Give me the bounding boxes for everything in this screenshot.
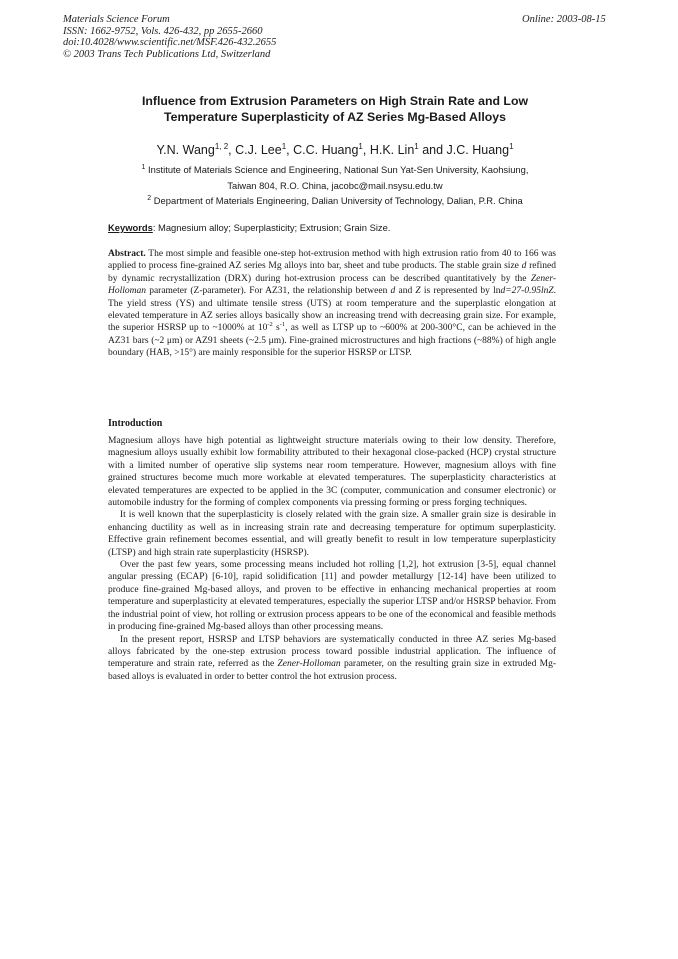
- keywords-text: : Magnesium alloy; Superplasticity; Extrusion; Grain Size.: [152, 222, 391, 233]
- paragraph: It is well known that the superplasticity is closely related with the grain size. A smaller grain size is desirable in enhancing ductility as well as in increasing strain rate and decreasing temperature for optimum superplasticity. Effective grain refinement becomes essential, and will greatly benefit to result in low temperature superplasticity (LTSP) and high strain rate superplasticity (HSRSP).: [108, 510, 556, 558]
- introduction-body: [108, 435, 556, 683]
- author-sep: ,: [362, 143, 370, 157]
- author-affil-mark: 1, 2: [214, 141, 229, 151]
- math-symbol: Z: [415, 286, 421, 297]
- abstract-text: s: [272, 323, 280, 334]
- section-heading-introduction: Introduction: [108, 418, 163, 429]
- math-symbol: d: [521, 261, 527, 272]
- abstract-text: refined by dynamic recrystallization (DRX) during hot-extrusion process can be described quantitatively by the: [108, 261, 556, 284]
- author-affil-mark: 1: [509, 141, 514, 151]
- paragraph: Over the past few years, some processing means included hot rolling [1,2], hot extrusion [3-5], equal channel angular pressing (ECAP) [6-10], rapid solidification [11] and powder metallurgy [12-14] have been utilized to produce fine-grained Mg-based alloys, and proven to be effective in enhancing mechanical properties at room temperature and superplasticity at elevated temperatures, especially the superior LTSP and/or HSRSP behavior. From the industrial point of view, hot rolling or extrusion process appears to be one of the economical and feasible methods in producing fine-grained Mg-based alloys than other processing means.: [108, 560, 556, 633]
- issn-line: ISSN: 1662-9752, Vols. 426-432, pp 2655-2660: [63, 25, 263, 37]
- author-affil-mark: 1: [358, 141, 363, 151]
- author-and: and: [418, 143, 447, 157]
- math-term: Zener-Holloman: [277, 659, 341, 670]
- affiliation-mark: 1: [141, 163, 146, 171]
- author-name: H.K. Lin: [369, 143, 415, 157]
- author-affil-mark: 1: [414, 141, 419, 151]
- affiliation-mark: 2: [147, 194, 152, 202]
- exponent: -2: [267, 321, 273, 329]
- abstract-text: parameter (Z-parameter). For AZ31, the relationship between: [146, 286, 391, 297]
- abstract-text: , as well as LTSP up to ~600% at 200-300°C, can be achieved in the AZ31 bars (~2 μm) or AZ91 sheets (~2.5 μm). Fine-grained microstructures and high fractions (~88%) of high angle boundary (HAB, >15°) are mainly responsible for the superior HSRSP or LTSP.: [108, 323, 557, 359]
- equation: d=27-0.95lnZ: [500, 286, 554, 297]
- abstract-label: Abstract.: [108, 249, 146, 259]
- exponent: -1: [279, 321, 286, 329]
- author-name: Y.N. Wang: [156, 143, 215, 157]
- author-sep: ,: [286, 143, 294, 157]
- math-term: Zener-Holloman: [108, 273, 556, 297]
- abstract-text: The most simple and feasible one-step hot-extrusion method with high extrusion ratio from 40 to 166 was applied to process fine-grained AZ series Mg alloys into bar, sheet and tube products. The stable grain size: [108, 249, 556, 272]
- journal-name: Materials Science Forum: [63, 14, 170, 25]
- author-affil-mark: 1: [281, 141, 287, 151]
- journal-header: [63, 14, 276, 60]
- paragraph-text: parameter, on the resulting grain size in extruded Mg-based alloys is evaluated in order to better control the hot extrusion process.: [108, 659, 557, 682]
- paper-title: [100, 94, 570, 125]
- abstract-text: and: [395, 286, 416, 297]
- paragraph: Magnesium alloys have high potential as lightweight structure materials owing to their low density. Therefore, magnesium alloys usually exhibit low formability attributed to their hexagonal close-packed (HCP) crystal structure with a limited number of operative slip systems near room temperature. However, magnesium alloys with fine grained structures become much more workable at elevated temperatures. The superplasticity characteristics at elevated temperatures are expected to be applied in the 3C (computer, communication and consumer electronic) or automobile industry for the forming of complex components via pressing forming or press forging techniques.: [108, 436, 556, 509]
- author-sep: ,: [228, 143, 236, 157]
- affiliation-text: Taiwan 804, R.O. China, jacobc@mail.nsysu.edu.tw: [227, 180, 443, 191]
- affiliation-1: [100, 162, 570, 194]
- keywords-label: Keywords: [108, 222, 153, 233]
- affiliation-2: [100, 193, 570, 209]
- keywords: [108, 221, 568, 234]
- abstract-text: . The yield stress (YS) and ultimate tensile stress (UTS) at room temperature and the superplastic elongation at elevated temperature in AZ series alloys basically show an increasing trend with decreasing grain size. For example, the superior HSRSP up to ~1000% at 10: [108, 286, 557, 334]
- doi-line: doi:10.4028/www.scientific.net/MSF.426-432.2655: [63, 37, 277, 48]
- online-date: Online: 2003-08-15: [522, 14, 606, 25]
- math-symbol: d: [390, 286, 396, 297]
- paragraph: [108, 634, 556, 684]
- author-name: C.C. Huang: [293, 143, 359, 157]
- affiliation-text: Department of Materials Engineering, Dalian University of Technology, Dalian, P.R. China: [153, 195, 523, 206]
- copyright-line: © 2003 Trans Tech Publications Ltd, Switzerland: [63, 48, 271, 60]
- affiliation-text: Institute of Materials Science and Engineering, National Sun Yat-Sen University, Kaohsiung,: [148, 164, 529, 175]
- abstract-text: is represented by ln: [420, 286, 501, 297]
- paragraph-text: In the present report, HSRSP and LTSP behaviors are systematically conducted in three AZ series Mg-based alloys fabricated by the one-step extrusion process toward possible industrial application. The influence of temperature and strain rate, referred as the: [108, 634, 556, 670]
- title-line-2: Temperature Superplasticity of AZ Series Mg-Based Alloys: [164, 109, 506, 124]
- author-name: C.J. Lee: [235, 143, 282, 157]
- author-list: [100, 142, 570, 158]
- title-line-1: Influence from Extrusion Parameters on High Strain Rate and Low: [141, 94, 529, 108]
- abstract: [108, 248, 556, 360]
- author-name: J.C. Huang: [446, 143, 510, 157]
